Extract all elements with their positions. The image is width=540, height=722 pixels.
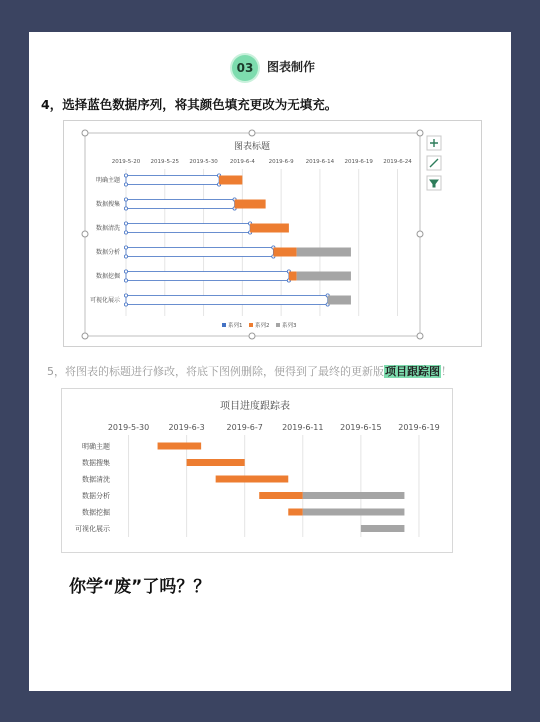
- plus-icon[interactable]: [427, 136, 441, 150]
- filter-icon[interactable]: [427, 176, 441, 190]
- series2-bar: [158, 443, 202, 450]
- legend-swatch: [276, 323, 280, 327]
- chart2-screenshot: [61, 388, 453, 553]
- series2-bar: [288, 509, 303, 516]
- category-label: 明确主题: [95, 177, 120, 185]
- series1-bar: [126, 224, 250, 233]
- step4-instruction: 4，选择蓝色数据序列，将其颜色填充更改为无填充。: [41, 97, 338, 112]
- x-tick-label: 2019-5-20: [111, 159, 141, 165]
- selection-handle: [124, 246, 127, 249]
- x-tick-label: 2019-6-3: [168, 423, 205, 432]
- series3-bar: [303, 492, 405, 499]
- series3-bar: [297, 272, 351, 281]
- resize-handle: [249, 333, 255, 339]
- resize-handle: [417, 231, 423, 237]
- category-label: 数据搜集: [82, 458, 110, 467]
- legend-label: 系列1: [228, 323, 243, 329]
- legend-swatch: [222, 323, 226, 327]
- series1-bar: [126, 296, 328, 305]
- series1-bar: [126, 176, 219, 185]
- x-tick-label: 2019-6-11: [282, 423, 324, 432]
- selection-handle: [124, 174, 127, 177]
- selection-handle: [124, 183, 127, 186]
- series2-bar: [235, 200, 266, 209]
- x-tick-label: 2019-5-25: [150, 159, 180, 165]
- x-tick-label: 2019-6-19: [398, 423, 440, 432]
- step5-prefix: 5，将图表的标题进行修改，将底下图例删除，便得到了最终的更新版: [47, 365, 384, 378]
- resize-handle: [82, 333, 88, 339]
- chart2-svg: [62, 389, 452, 552]
- category-label: 数据清洗: [95, 225, 120, 233]
- brush-icon[interactable]: [427, 156, 441, 170]
- series2-bar: [187, 459, 245, 466]
- series2-bar: [219, 176, 242, 185]
- x-tick-label: 2019-6-7: [226, 423, 263, 432]
- x-tick-label: 2019-6-9: [268, 159, 294, 165]
- selection-handle: [124, 255, 127, 258]
- series3-bar: [297, 248, 351, 257]
- step5-highlight: 项目跟踪图: [385, 365, 440, 378]
- selection-handle: [124, 279, 127, 282]
- series1-bar: [126, 272, 289, 281]
- series3-bar: [361, 525, 405, 532]
- series1-bar: [126, 200, 235, 209]
- series1-bar: [126, 248, 273, 257]
- selection-handle: [124, 198, 127, 201]
- category-label: 可视化展示: [75, 524, 110, 533]
- category-label: 明确主题: [82, 442, 110, 451]
- x-tick-label: 2019-6-24: [383, 159, 412, 165]
- series3-bar: [303, 509, 405, 516]
- resize-handle: [82, 130, 88, 136]
- selection-handle: [124, 207, 127, 210]
- legend-label: 系列3: [282, 323, 297, 329]
- category-label: 数据搜集: [95, 201, 120, 209]
- step5-suffix: ！: [441, 365, 452, 378]
- series2-bar: [289, 272, 297, 281]
- section-header: [29, 54, 511, 82]
- category-label: 数据挖掘: [82, 508, 110, 517]
- legend-label: 系列2: [255, 323, 270, 329]
- resize-handle: [82, 231, 88, 237]
- category-label: 数据清洗: [82, 475, 110, 484]
- series2-bar: [216, 476, 289, 483]
- category-label: 数据挖掘: [95, 273, 120, 281]
- closing-question: 你学“废”了吗？？: [69, 577, 211, 597]
- section-title: 图表制作: [267, 60, 316, 74]
- chart1-svg: [64, 121, 481, 346]
- category-label: 数据分析: [95, 249, 120, 257]
- document-page: [29, 32, 511, 691]
- legend-swatch: [249, 323, 253, 327]
- x-tick-label: 2019-6-19: [344, 159, 373, 165]
- resize-handle: [417, 333, 423, 339]
- chart1-screenshot: [63, 120, 482, 347]
- resize-handle: [417, 130, 423, 136]
- selection-handle: [124, 231, 127, 234]
- series2-bar: [259, 492, 303, 499]
- x-tick-label: 2019-6-15: [340, 423, 382, 432]
- chart-title: 图表标题: [233, 142, 271, 152]
- x-tick-label: 2019-6-14: [305, 159, 335, 165]
- series3-bar: [328, 296, 351, 305]
- step5-instruction: [47, 363, 452, 379]
- resize-handle: [249, 130, 255, 136]
- chart-title: 项目进度跟踪表: [220, 401, 290, 412]
- x-tick-label: 2019-5-30: [189, 159, 218, 165]
- selection-handle: [124, 270, 127, 273]
- x-tick-label: 2019-6-4: [229, 159, 255, 165]
- step-badge: 03: [232, 55, 258, 81]
- series2-bar: [250, 224, 289, 233]
- selection-handle: [124, 222, 127, 225]
- selection-handle: [124, 294, 127, 297]
- category-label: 数据分析: [82, 491, 110, 500]
- category-label: 可视化展示: [89, 297, 120, 305]
- x-tick-label: 2019-5-30: [107, 423, 150, 432]
- selection-handle: [124, 303, 127, 306]
- series2-bar: [273, 248, 296, 257]
